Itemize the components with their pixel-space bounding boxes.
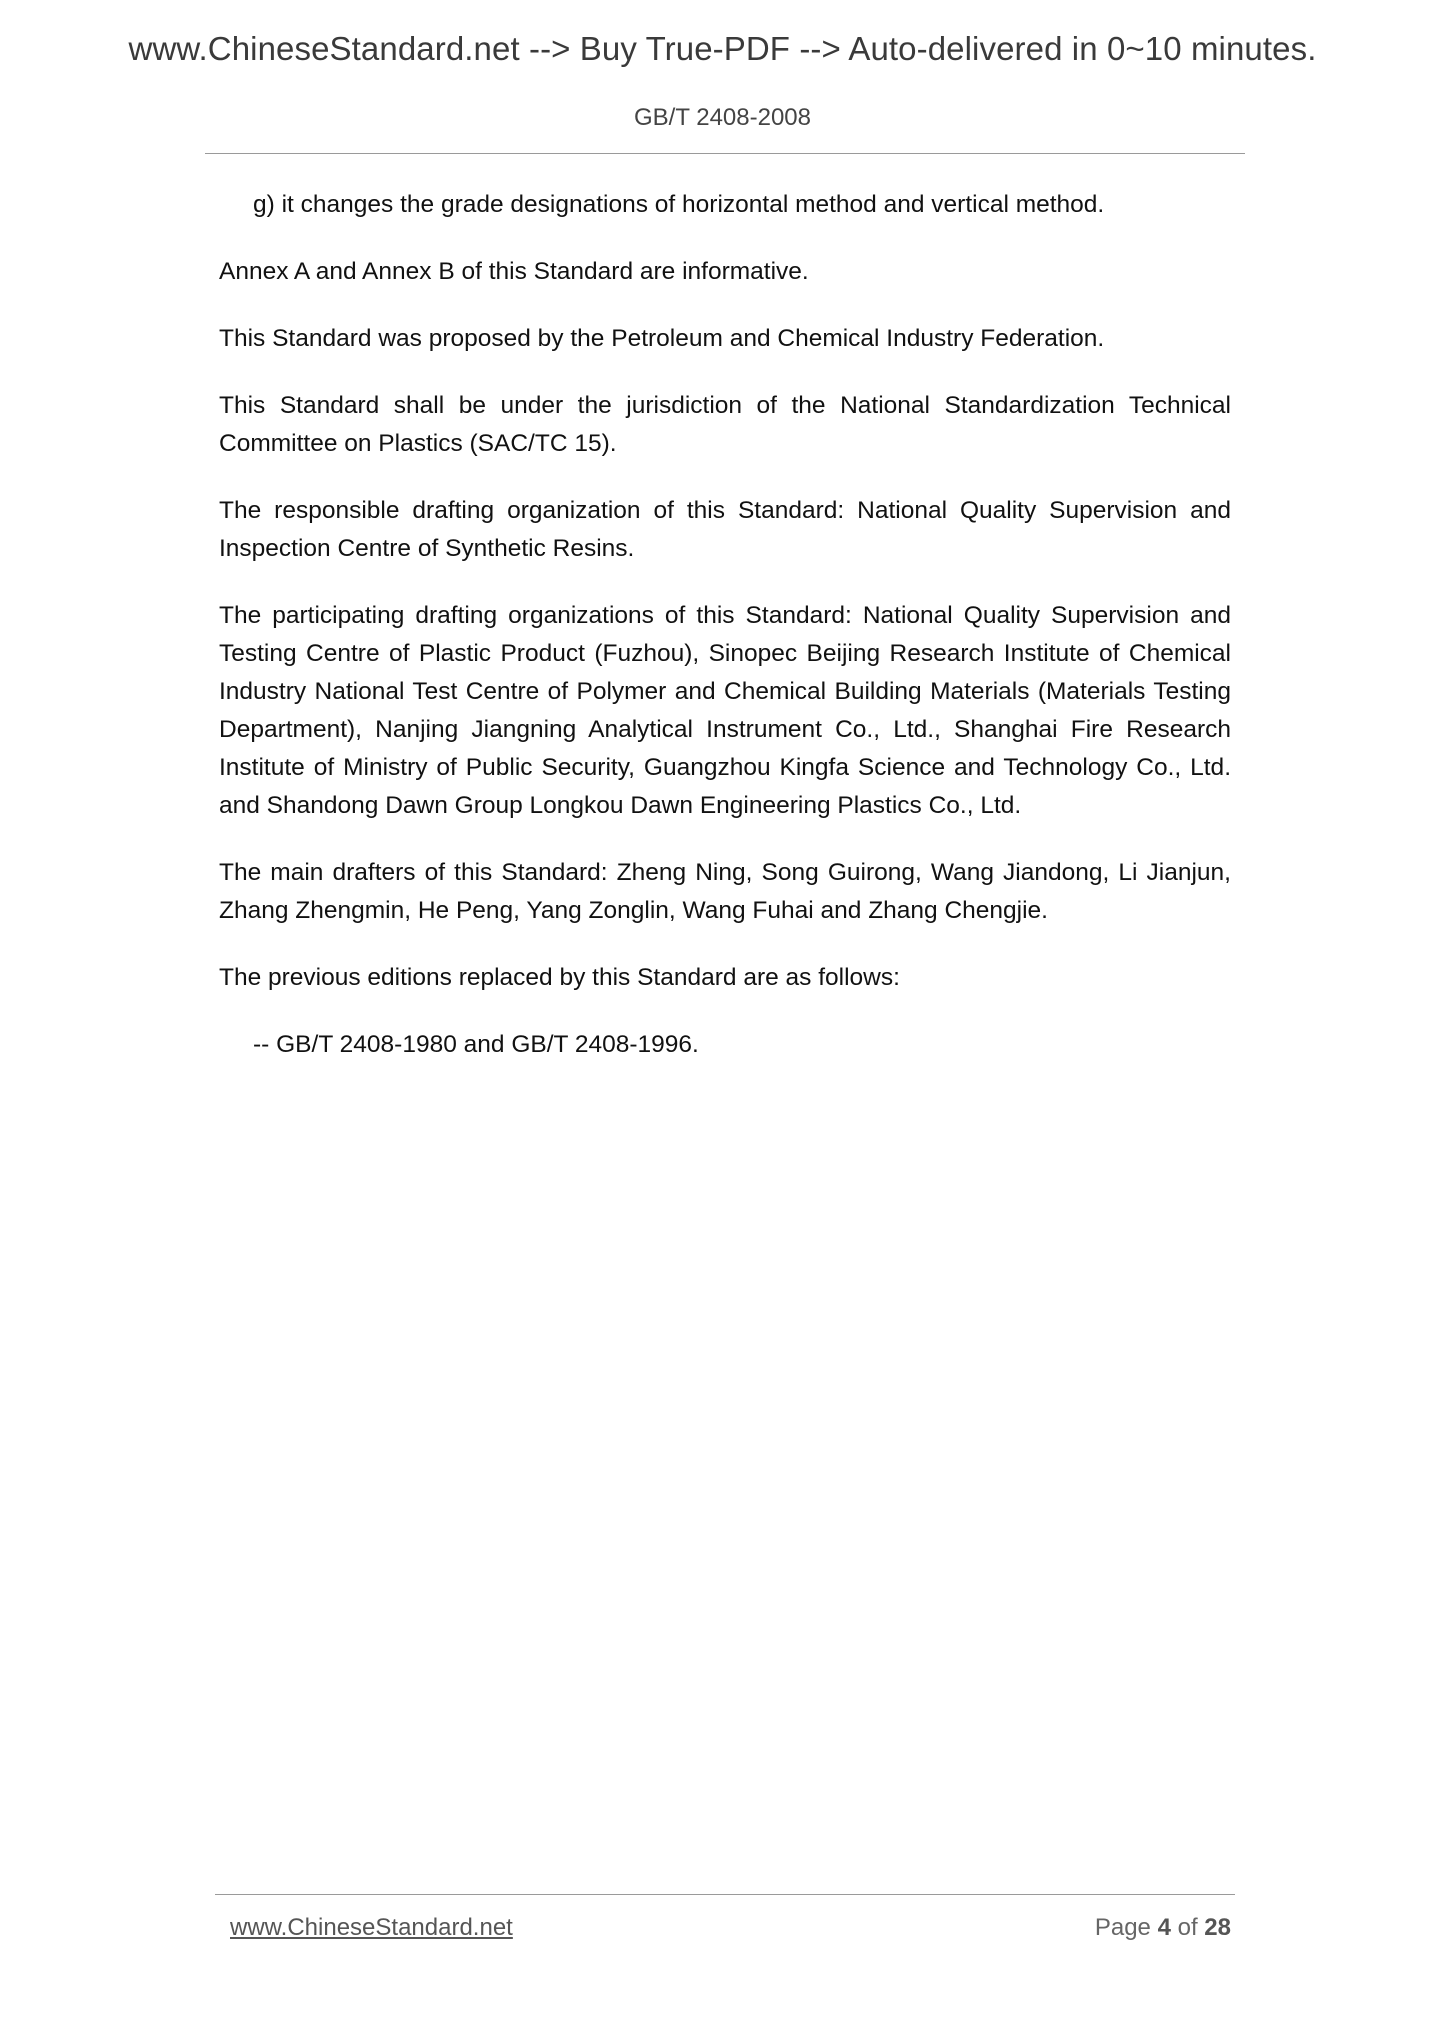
jurisdiction-paragraph: This Standard shall be under the jurisdiction of the National Standardization Technical Committee on Plastics (SAC/TC 15). (219, 392, 1231, 457)
page-indicator (1095, 1914, 1231, 1942)
footer-divider (215, 1894, 1235, 1895)
document-code: GB/T 2408-2008 (633, 104, 811, 131)
list-item-g: g) it changes the grade designations of horizontal method and vertical method. (253, 191, 1105, 218)
previous-editions-paragraph: The previous editions replaced by this Standard are as follows: (219, 964, 900, 991)
footer-site-link[interactable]: www.ChineseStandard.net (230, 1914, 513, 1941)
page-label: Page (1094, 1914, 1151, 1941)
proposal-paragraph: This Standard was proposed by the Petroleum and Chemical Industry Federation. (219, 325, 1105, 352)
page-current: 4 (1157, 1914, 1171, 1941)
document-body (219, 186, 1231, 1093)
participating-organizations-paragraph: The participating drafting organizations of this Standard: National Quality Supervision and Testing Centre of Plastic Product (Fuzhou), Sinopec Beijing Research Institute of Chemical Industry National Test Centre of Polymer and Chemical Building Materials (Materials Testing Department), Nanjing Jiangning Analytical Instrument Co., Ltd., Shanghai Fire Research Institute of Ministry of Public Security, Guangzhou Kingfa Science and Technology Co., Ltd. and Shandong Dawn Group Longkou Dawn Engineering Plastics Co., Ltd. (219, 602, 1231, 819)
drafters-paragraph: The main drafters of this Standard: Zheng Ning, Song Guirong, Wang Jiandong, Li Jianjun, Zhang Zhengmin, He Peng, Yang Zonglin, Wang Fuhai and Zhang Chengjie. (219, 859, 1231, 924)
of-label: of (1177, 1914, 1198, 1941)
page-total: 28 (1204, 1914, 1231, 1941)
responsible-organization-paragraph: The responsible drafting organization of this Standard: National Quality Supervision and Inspection Centre of Synthetic Resins. (219, 497, 1231, 562)
header-divider (205, 153, 1245, 154)
site-banner: www.ChineseStandard.net --> Buy True-PDF --> Auto-delivered in 0~10 minutes. (128, 30, 1317, 67)
previous-editions-item: -- GB/T 2408-1980 and GB/T 2408-1996. (253, 1031, 699, 1058)
annex-paragraph: Annex A and Annex B of this Standard are informative. (219, 258, 809, 285)
